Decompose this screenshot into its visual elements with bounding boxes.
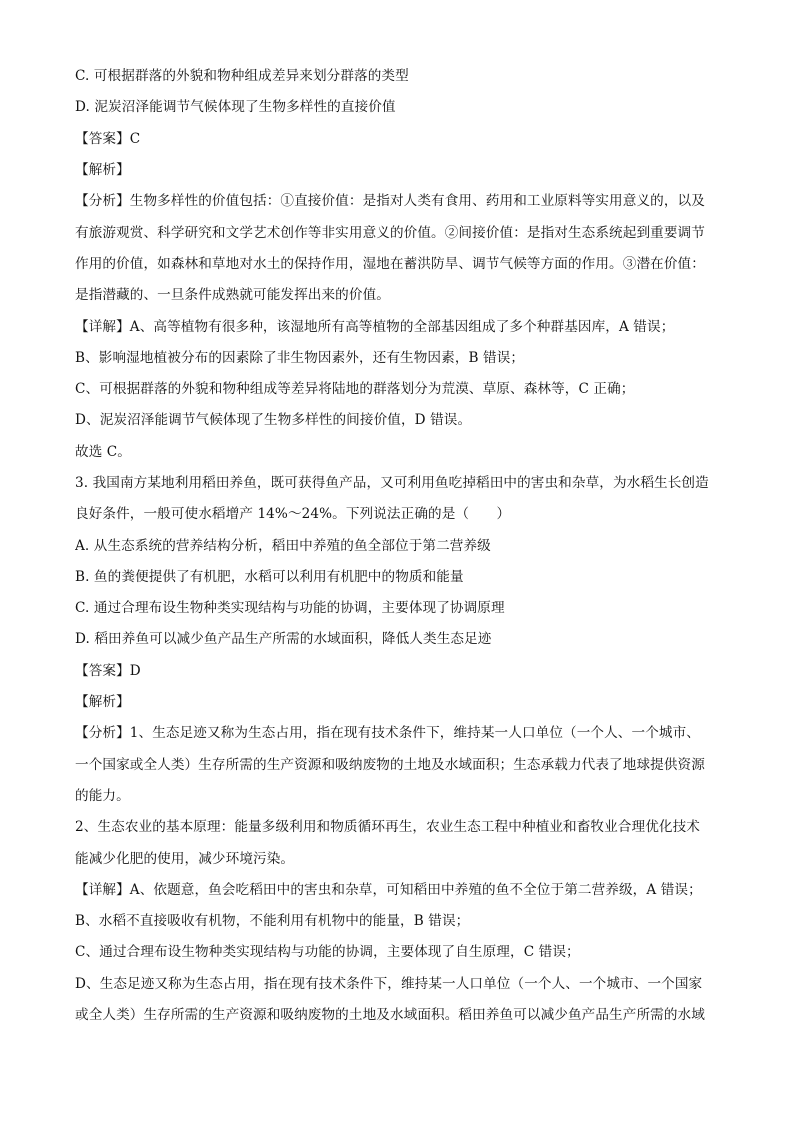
question-3-stem: 3. 我国南方某地利用稻田养鱼，既可获得鱼产品，又可利用鱼吃掉稻田中的害虫和杂草，为水稻生长创造 (75, 475, 709, 491)
detail-line: B、影响湿地植被分布的因素除了非生物因素外，还有生物因素，B 错误； (75, 350, 525, 366)
analysis-heading-q3: 【解析】 (75, 694, 130, 710)
option-a-q3: A. 从生态系统的营养结构分析，稻田中养殖的鱼全部位于第二营养级 (75, 538, 491, 554)
detail-line: 【详解】A、依题意，鱼会吃稻田中的害虫和杂草，可知稻田中养殖的鱼不全位于第二营养级，A 错误； (75, 882, 702, 898)
answer-q2: 【答案】C (75, 131, 141, 147)
question-3-stem: 良好条件，一般可使水稻增产 14%～24%。下列说法正确的是（ ） (75, 506, 511, 522)
detail-line: 或全人类）生存所需的生产资源和吸纳废物的土地及水域面积。稻田养鱼可以减少鱼产品生产所需的水域 (75, 1007, 705, 1023)
detail-line: C、通过合理布设生物种类实现结构与功能的协调，主要体现了自生原理，C 错误； (75, 944, 580, 960)
analysis-line: 的能力。 (75, 788, 130, 804)
option-d-q2: D. 泥炭沼泽能调节气候体现了生物多样性的直接价值 (75, 99, 396, 115)
analysis-line: 有旅游观赏、科学研究和文学艺术创作等非实用意义的价值。②间接价值：是指对生态系统起到重要调节 (75, 225, 705, 241)
answer-q3: 【答案】D (75, 663, 141, 679)
option-d-q3: D. 稻田养鱼可以减少鱼产品生产所需的水域面积，降低人类生态足迹 (75, 631, 492, 647)
analysis-line: 【分析】生物多样性的价值包括：①直接价值：是指对人类有食用、药用和工业原料等实用意义的，以及 (75, 193, 705, 209)
analysis-line: 一个国家或全人类）生存所需的生产资源和吸纳废物的土地及水域面积；生态承载力代表了地球提供资源 (75, 757, 705, 773)
analysis-line: 作用的价值，如森林和草地对水土的保持作用，湿地在蓄洪防旱、调节气候等方面的作用。③潜在价值： (75, 256, 705, 272)
analysis-heading-q2: 【解析】 (75, 162, 130, 178)
analysis-line: 能减少化肥的使用，减少环境污染。 (75, 851, 295, 867)
option-b-q3: B. 鱼的粪便提供了有机肥，水稻可以利用有机肥中的物质和能量 (75, 569, 464, 585)
detail-line: D、泥炭沼泽能调节气候体现了生物多样性的间接价值，D 错误。 (75, 412, 472, 428)
detail-line: B、水稻不直接吸收有机物，不能利用有机物中的能量，B 错误； (75, 913, 470, 929)
analysis-line: 【分析】1、生态足迹又称为生态占用，指在现有技术条件下，维持某一人口单位（一个人、一个城市、 (75, 725, 700, 741)
option-c-q3: C. 通过合理布设生物种类实现结构与功能的协调，主要体现了协调原理 (75, 600, 505, 616)
analysis-line: 是指潜藏的、一旦条件成熟就可能发挥出来的价值。 (75, 287, 390, 303)
analysis-line: 2、生态农业的基本原理：能量多级利用和物质循环再生，农业生态工程中种植业和畜牧业合理优化技术 (75, 819, 700, 835)
option-c-q2: C. 可根据群落的外貌和物种组成差异来划分群落的类型 (75, 68, 409, 84)
detail-line: 【详解】A、高等植物有很多种，该湿地所有高等植物的全部基因组成了多个种群基因库，A 错误； (75, 319, 675, 335)
detail-line: D、生态足迹又称为生态占用，指在现有技术条件下，维持某一人口单位（一个人、一个城市、一个国家 (75, 976, 703, 992)
detail-line: C、可根据群落的外貌和物种组成等差异将陆地的群落划分为荒漠、草原、森林等，C 正确； (75, 381, 635, 397)
conclusion-q2: 故选 C。 (75, 444, 132, 460)
